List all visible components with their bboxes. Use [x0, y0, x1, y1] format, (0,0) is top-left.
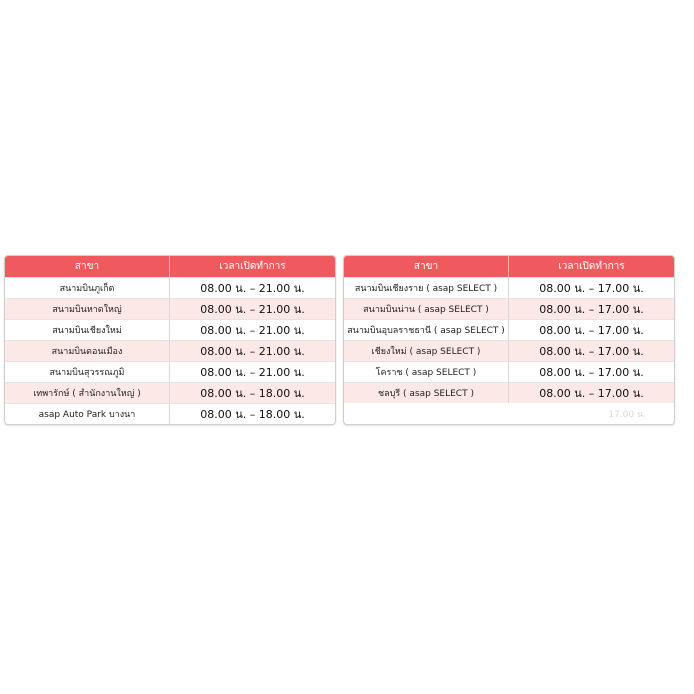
- branch-hours-table-left: [4, 255, 336, 425]
- table-row: [5, 403, 335, 424]
- table-header: [344, 256, 674, 277]
- header-hours: เวลาเปิดทำการ: [558, 261, 625, 272]
- table-header: [5, 256, 335, 277]
- header-hours: เวลาเปิดทำการ: [219, 261, 286, 272]
- opening-hours: 08.00 น. – 21.00 น.: [200, 366, 305, 379]
- table-row: [5, 277, 335, 298]
- table-row: [5, 340, 335, 361]
- header-branch: สาขา: [5, 256, 170, 277]
- table-row: [344, 382, 674, 403]
- branch-name: สนามบินอุบลราชธานี ( asap SELECT ): [344, 320, 509, 340]
- table-row: [5, 361, 335, 382]
- table-row: [344, 277, 674, 298]
- branch-name: สนามบินดอนเมือง: [5, 341, 170, 361]
- branch-name: สนามบินน่าน ( asap SELECT ): [344, 299, 509, 319]
- branch-name: โคราช ( asap SELECT ): [344, 362, 509, 382]
- opening-hours: 08.00 น. – 17.00 น.: [539, 387, 644, 400]
- table-row: [344, 361, 674, 382]
- table-row: [344, 319, 674, 340]
- branch-name: เทพารักษ์ ( สำนักงานใหญ่ ): [5, 383, 170, 403]
- branch-name: สนามบินสุวรรณภูมิ: [5, 362, 170, 382]
- table-row: [5, 319, 335, 340]
- opening-hours: 08.00 น. – 17.00 น.: [539, 282, 644, 295]
- opening-hours: 08.00 น. – 21.00 น.: [200, 303, 305, 316]
- branch-name: สนามบินหาดใหญ่: [5, 299, 170, 319]
- branch-hours-table-right: [343, 255, 675, 425]
- opening-hours: 17.00 น.: [608, 409, 646, 420]
- opening-hours: 08.00 น. – 18.00 น.: [200, 408, 305, 421]
- branch-name: [344, 403, 509, 424]
- header-branch: สาขา: [344, 256, 509, 277]
- opening-hours: 08.00 น. – 21.00 น.: [200, 345, 305, 358]
- opening-hours: 08.00 น. – 17.00 น.: [539, 345, 644, 358]
- branch-name: เชียงใหม่ ( asap SELECT ): [344, 341, 509, 361]
- opening-hours: 08.00 น. – 17.00 น.: [539, 303, 644, 316]
- table-row: [344, 298, 674, 319]
- branch-name: ชลบุรี ( asap SELECT ): [344, 383, 509, 403]
- table-row: [5, 298, 335, 319]
- branch-name: สนามบินเชียงราย ( asap SELECT ): [344, 278, 509, 298]
- opening-hours: 08.00 น. – 17.00 น.: [539, 324, 644, 337]
- branch-name: asap Auto Park บางนา: [5, 404, 170, 424]
- branch-name: สนามบินเชียงใหม่: [5, 320, 170, 340]
- table-row: [344, 340, 674, 361]
- table-row: [5, 382, 335, 403]
- opening-hours: 08.00 น. – 21.00 น.: [200, 282, 305, 295]
- opening-hours: 08.00 น. – 17.00 น.: [539, 366, 644, 379]
- opening-hours: 08.00 น. – 18.00 น.: [200, 387, 305, 400]
- opening-hours: 08.00 น. – 21.00 น.: [200, 324, 305, 337]
- branch-name: สนามบินภูเก็ต: [5, 278, 170, 298]
- table-row: [344, 403, 674, 424]
